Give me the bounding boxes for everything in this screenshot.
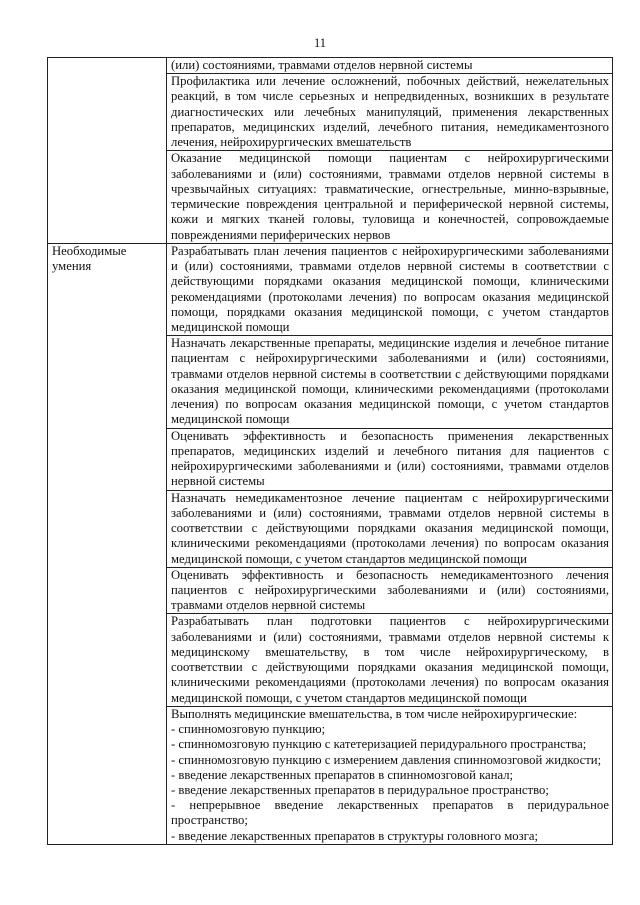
table-cell: Разрабатывать план подготовки пациентов с нейрохирургическими заболеваниями и (или) состояниями, травмами отделов нервной системы к медицинскому вмешательству, в том числе нейрохирургическому, в соответствии с действующими порядками оказания медицинской помощи, клиническими рекомендациями (протоколами лечения) по вопросам оказания медицинской помощи, с учетом стандартов медицинской помощи — [167, 614, 613, 706]
list-item: - спинномозговую пункцию с катетеризацией перидурального пространства; — [171, 737, 587, 752]
list-item: - спинномозговую пункцию с измерением давления спинномозговой жидкости; — [171, 752, 602, 767]
list-item: - непрерывное введение лекарственных препаратов в перидуральное пространство; — [171, 798, 609, 828]
list-item: - спинномозговую пункцию; — [171, 722, 326, 737]
section-label-cell: Необходимые умения — [48, 243, 167, 844]
table-cell: (или) состояниями, травмами отделов нервной системы — [167, 58, 613, 74]
list-item: - введение лекарственных препаратов в спинномозговой канал; — [171, 767, 514, 782]
competency-table — [47, 57, 613, 845]
list-intro: Выполнять медицинские вмешательства, в том числе нейрохирургические: — [171, 706, 578, 721]
table-cell: Оценивать эффективность и безопасность применения лекарственных препаратов, медицинских изделий и лечебного питания для пациентов с нейрохирургическими заболеваниями и (или) состояниями, травмами отделов нервной системы — [167, 428, 613, 490]
table-row — [48, 243, 613, 335]
table-cell: Профилактика или лечение осложнений, побочных действий, нежелательных реакций, в том числе серьезных и непредвиденных, возникших в результате диагностических или лечебных манипуляций, применения лекарственных препаратов, медицинских изделий, лечебного питания, немедикаментозного лечения, нейрохирургических вмешательств — [167, 74, 613, 151]
page-number: 11 — [313, 36, 327, 50]
table-cell: Назначать немедикаментозное лечение пациентам с нейрохирургическими заболеваниями и (или) состояниями, травмами отделов нервной системы в соответствии с действующими порядками оказания медицинской помощи, клиническими рекомендациями (протоколами лечения) по вопросам оказания медицинской помощи, с учетом стандартов медицинской помощи — [167, 490, 613, 567]
table-row — [48, 58, 613, 74]
table-cell: Назначать лекарственные препараты, медицинские изделия и лечебное питание пациентам с нейрохирургическими заболеваниями и (или) состояниями, травмами отделов нервной системы в соответствии с действующими порядками оказания медицинской помощи, клиническими рекомендациями (протоколами лечения) по вопросам оказания медицинской помощи, с учетом стандартов медицинской помощи — [167, 336, 613, 428]
table-cell: Оказание медицинской помощи пациентам с нейрохирургическими заболеваниями и (или) состояниями, травмами отделов нервной системы в чрезвычайных ситуациях: травматические, огнестрельные, минно-взрывные, термические повреждения центральной и периферической нервной системы, кожи и мягких тканей головы, туловища и конечностей, сопровождаемые повреждениями периферических нервов — [167, 151, 613, 243]
table-cell: Оценивать эффективность и безопасность немедикаментозного лечения пациентов с нейрохирургическими заболеваниями и (или) состояниями, травмами отделов нервной системы — [167, 567, 613, 614]
list-item: - введение лекарственных препаратов в структуры головного мозга; — [171, 828, 538, 843]
list-item: - введение лекарственных препаратов в перидуральное пространство; — [171, 783, 549, 798]
table-cell: Разрабатывать план лечения пациентов с нейрохирургическими заболеваниями и (или) состояниями, травмами отделов нервной системы в соответствии с действующими порядками оказания медицинской помощи, клиническими рекомендациями (протоколами лечения) по вопросам оказания медицинской помощи, порядками оказания медицинской помощи, с учетом стандартов медицинской помощи — [167, 243, 613, 335]
empty-label-cell — [48, 58, 167, 244]
procedure-list-cell — [167, 706, 613, 844]
